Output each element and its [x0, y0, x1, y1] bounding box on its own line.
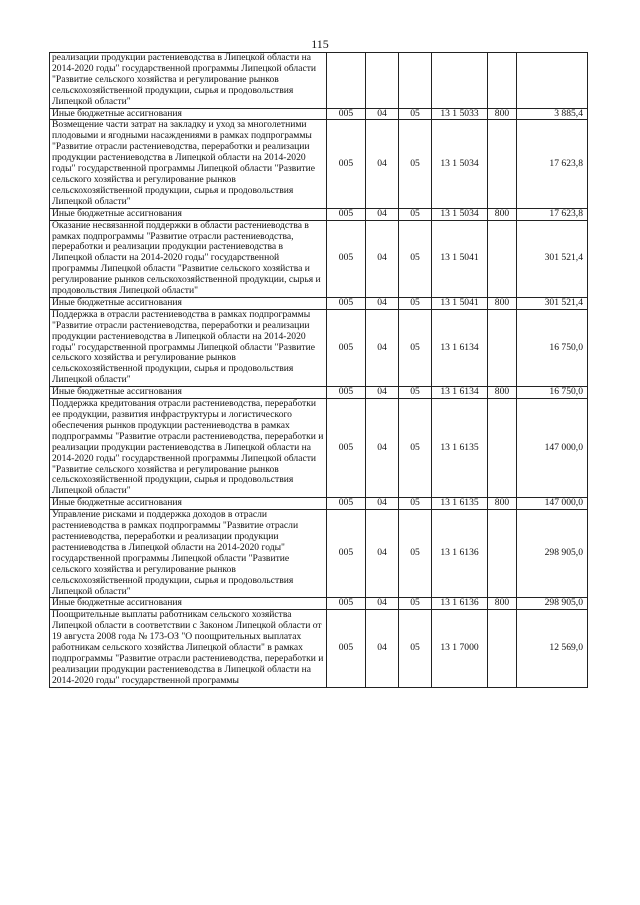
- table-row: [50, 297, 588, 309]
- section-code-cell: 04: [366, 297, 399, 309]
- description-cell: Иные бюджетные ассигнования: [50, 108, 327, 120]
- subsection-code-cell: 05: [399, 387, 432, 399]
- table-row: [50, 120, 588, 208]
- target-article-cell: 13 1 5041: [432, 297, 488, 309]
- section-code-cell: 04: [366, 309, 399, 386]
- subsection-code-cell: 05: [399, 108, 432, 120]
- amount-cell: 147 000,0: [517, 498, 588, 510]
- subsection-code-cell: 05: [399, 220, 432, 297]
- table-row: [50, 220, 588, 297]
- expense-type-cell: 800: [488, 208, 517, 220]
- target-article-cell: 13 1 5034: [432, 208, 488, 220]
- subsection-code-cell: 05: [399, 120, 432, 208]
- table-row: [50, 387, 588, 399]
- ministry-code-cell: 005: [327, 108, 366, 120]
- expense-type-cell: 800: [488, 387, 517, 399]
- ministry-code-cell: 005: [327, 120, 366, 208]
- subsection-code-cell: [399, 53, 432, 109]
- table-row: [50, 399, 588, 498]
- description-cell: Управление рисками и поддержка доходов в отрасли растениеводства в рамках подпрограммы "Развитие отрасли растениеводства, переработки и реализации продукции растениеводства в Липецкой области на 2014-2020 годы" государственной программы Липецкой области "Развитие сельского хозяйства и регулирование рынков сельскохозяйственной продукции, сырья и продовольствия Липецкой области": [50, 510, 327, 598]
- expense-type-cell: [488, 220, 517, 297]
- target-article-cell: [432, 53, 488, 109]
- expense-type-cell: [488, 399, 517, 498]
- table-row: [50, 309, 588, 386]
- description-cell: Поощрительные выплаты работникам сельского хозяйства Липецкой области в соответствии с Законом Липецкой области от 19 августа 2008 года № 173-ОЗ "О поощрительных выплатах работникам сельского хозяйства Липецкой области" в рамках подпрограммы "Развитие отрасли растениеводства, переработки и реализации продукции растениеводства в Липецкой области на 2014-2020 годы" государственной программы: [50, 610, 327, 687]
- expense-type-cell: 800: [488, 108, 517, 120]
- description-cell: Поддержка кредитования отрасли растениеводства, переработки ее продукции, развития инфраструктуры и логистического обеспечения рынков продукции растениеводства в рамках подпрограммы "Развитие отрасли растениеводства, переработки и реализации продукции растениеводства в Липецкой области на 2014-2020 годы" государственной программы Липецкой области "Развитие сельского хозяйства и регулирование рынков сельскохозяйственной продукции, сырья и продовольствия Липецкой области": [50, 399, 327, 498]
- amount-cell: 298 905,0: [517, 598, 588, 610]
- description-cell: Иные бюджетные ассигнования: [50, 598, 327, 610]
- amount-cell: 12 569,0: [517, 610, 588, 687]
- section-code-cell: [366, 53, 399, 109]
- amount-cell: 301 521,4: [517, 297, 588, 309]
- expense-type-cell: [488, 510, 517, 598]
- ministry-code-cell: 005: [327, 208, 366, 220]
- description-cell: Оказание несвязанной поддержки в области растениеводства в рамках подпрограммы "Развитие отрасли растениеводства, переработки и реализации продукции растениеводства в Липецкой области на 2014-2020 годы" государственной программы Липецкой области "Развитие сельского хозяйства и регулирование рынков сельскохозяйственной продукции, сырья и продовольствия Липецкой области": [50, 220, 327, 297]
- description-cell: Иные бюджетные ассигнования: [50, 498, 327, 510]
- amount-cell: 16 750,0: [517, 387, 588, 399]
- amount-cell: 3 885,4: [517, 108, 588, 120]
- section-code-cell: 04: [366, 120, 399, 208]
- amount-cell: 16 750,0: [517, 309, 588, 386]
- budget-table: [49, 52, 588, 688]
- expense-type-cell: 800: [488, 498, 517, 510]
- table-row: [50, 610, 588, 687]
- section-code-cell: 04: [366, 387, 399, 399]
- subsection-code-cell: 05: [399, 399, 432, 498]
- section-code-cell: 04: [366, 510, 399, 598]
- amount-cell: 147 000,0: [517, 399, 588, 498]
- expense-type-cell: [488, 120, 517, 208]
- subsection-code-cell: 05: [399, 510, 432, 598]
- target-article-cell: 13 1 5041: [432, 220, 488, 297]
- section-code-cell: 04: [366, 498, 399, 510]
- target-article-cell: 13 1 5034: [432, 120, 488, 208]
- amount-cell: 298 905,0: [517, 510, 588, 598]
- ministry-code-cell: [327, 53, 366, 109]
- amount-cell: [517, 53, 588, 109]
- expense-type-cell: 800: [488, 297, 517, 309]
- table-row: [50, 53, 588, 109]
- table-row: [50, 108, 588, 120]
- table-row: [50, 498, 588, 510]
- target-article-cell: 13 1 6134: [432, 387, 488, 399]
- target-article-cell: 13 1 6135: [432, 399, 488, 498]
- description-cell: реализации продукции растениеводства в Липецкой области на 2014-2020 годы" государственной программы Липецкой области "Развитие сельского хозяйства и регулирование рынков сельскохозяйственной продукции, сырья и продовольствия Липецкой области": [50, 53, 327, 109]
- description-cell: Поддержка в отрасли растениеводства в рамках подпрограммы "Развитие отрасли растениеводства, переработки и реализации продукции растениеводства в Липецкой области на 2014-2020 годы" государственной программы Липецкой области "Развитие сельского хозяйства и регулирование рынков сельскохозяйственной продукции, сырья и продовольствия Липецкой области": [50, 309, 327, 386]
- target-article-cell: 13 1 6136: [432, 598, 488, 610]
- subsection-code-cell: 05: [399, 598, 432, 610]
- ministry-code-cell: 005: [327, 220, 366, 297]
- target-article-cell: 13 1 5033: [432, 108, 488, 120]
- page-number: 115: [311, 37, 329, 51]
- table-row: [50, 598, 588, 610]
- section-code-cell: 04: [366, 220, 399, 297]
- target-article-cell: 13 1 6135: [432, 498, 488, 510]
- section-code-cell: 04: [366, 208, 399, 220]
- table-row: [50, 208, 588, 220]
- ministry-code-cell: 005: [327, 399, 366, 498]
- target-article-cell: 13 1 6134: [432, 309, 488, 386]
- ministry-code-cell: 005: [327, 387, 366, 399]
- section-code-cell: 04: [366, 598, 399, 610]
- expense-type-cell: [488, 610, 517, 687]
- section-code-cell: 04: [366, 610, 399, 687]
- description-cell: Возмещение части затрат на закладку и уход за многолетними плодовыми и ягодными насаждениями в рамках подпрограммы "Развитие отрасли растениеводства, переработки и реализации продукции растениеводства в Липецкой области на 2014-2020 годы" государственной программы Липецкой области "Развитие сельского хозяйства и регулирование рынков сельскохозяйственной продукции, сырья и продовольствия Липецкой области": [50, 120, 327, 208]
- section-code-cell: 04: [366, 108, 399, 120]
- ministry-code-cell: 005: [327, 498, 366, 510]
- subsection-code-cell: 05: [399, 208, 432, 220]
- expense-type-cell: [488, 309, 517, 386]
- description-cell: Иные бюджетные ассигнования: [50, 208, 327, 220]
- subsection-code-cell: 05: [399, 297, 432, 309]
- description-cell: Иные бюджетные ассигнования: [50, 387, 327, 399]
- table-row: [50, 510, 588, 598]
- subsection-code-cell: 05: [399, 309, 432, 386]
- amount-cell: 17 623,8: [517, 120, 588, 208]
- ministry-code-cell: 005: [327, 610, 366, 687]
- amount-cell: 17 623,8: [517, 208, 588, 220]
- ministry-code-cell: 005: [327, 297, 366, 309]
- expense-type-cell: [488, 53, 517, 109]
- target-article-cell: 13 1 6136: [432, 510, 488, 598]
- section-code-cell: 04: [366, 399, 399, 498]
- description-cell: Иные бюджетные ассигнования: [50, 297, 327, 309]
- ministry-code-cell: 005: [327, 598, 366, 610]
- target-article-cell: 13 1 7000: [432, 610, 488, 687]
- ministry-code-cell: 005: [327, 309, 366, 386]
- subsection-code-cell: 05: [399, 498, 432, 510]
- amount-cell: 301 521,4: [517, 220, 588, 297]
- ministry-code-cell: 005: [327, 510, 366, 598]
- expense-type-cell: 800: [488, 598, 517, 610]
- table-body: [50, 53, 588, 688]
- subsection-code-cell: 05: [399, 610, 432, 687]
